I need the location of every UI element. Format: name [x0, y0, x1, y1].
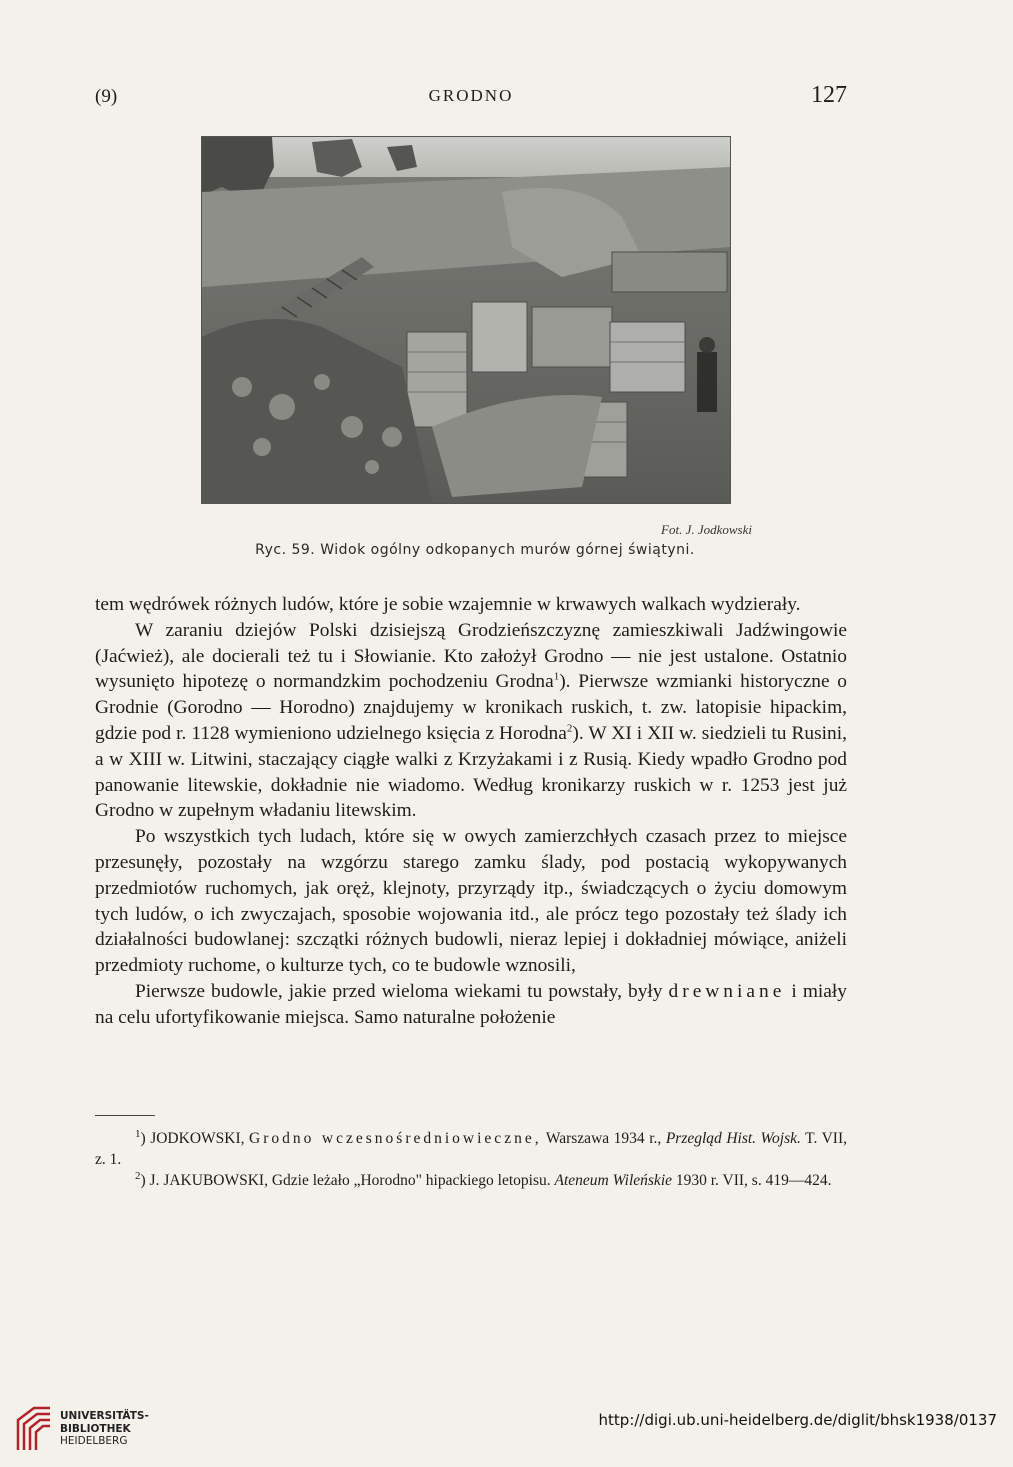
paragraph-history — [95, 618, 847, 824]
footnote-ref-2[interactable]: 2 — [566, 722, 573, 735]
library-name-line: BIBLIOTHEK — [60, 1422, 131, 1435]
footnote-author: J. JAKUBOWSKI, — [149, 1172, 268, 1189]
section-number: (9) — [95, 86, 118, 107]
source-url-link[interactable]: http://digi.ub.uni-heidelberg.de/diglit/bhsk1938/0137 — [598, 1411, 997, 1429]
body-text — [95, 592, 847, 1031]
figure-caption: Ryc. 59. Widok ogólny odkopanych murów górnej świątyni. — [255, 542, 695, 558]
paragraph-text: ). W XI i XII w. siedzieli tu Rusini, a w XIII w. Litwini, staczający ciągłe walki z Krzyżakami i z Rusią. Kiedy wpadło Grodno pod panowanie litewskie, dokładnie nie wiadomo. Według kronikarzy ruskich w r. 1253 jest już Grodno w zupełnym władaniu litewskim. — [95, 722, 847, 822]
paragraph-traces: Po wszystkich tych ludach, które się w owych zamierzchłych czasach przez to miejsce przesunęły, pozostały na wzgórzu starego zamku ślady, pod postacią wykopywanych przedmiotów ruchomych, jak oręż, klejnoty, przyrządy itp., świadczących o życiu domowym tych ludów, o ich zwyczajach, sposobie wojowania itd., ale prócz tego pozostały też ślady ich działalności budowlanej: szczątki różnych budowli, nieraz lepiej i dokładniej mówiące, aniżeli przedmioty ruchome, o kulturze tych, co te budowle wznosili, — [95, 826, 847, 977]
footnotes — [95, 1128, 847, 1191]
paragraph-text: i miały na celu ufortyfikowanie miejsca. Samo naturalne położenie — [95, 980, 847, 1028]
library-name-line: HEIDELBERG — [60, 1435, 128, 1447]
running-head — [95, 82, 847, 112]
paragraph-text: W zaraniu dziejów Polski dzisiejszą Grodzieńszczyznę zamieszkiwali Jadźwingowie (Jaćwież), ale docierali też tu i Słowianie. Kto założył Grodno — nie jest ustalone. Ostatnio wysunięto hipotezę o normandzkim pochodzeniu Grodna — [95, 619, 847, 693]
running-title: GRODNO — [428, 86, 514, 105]
footnote-marker: 1 — [135, 1127, 141, 1140]
library-name — [60, 1410, 149, 1448]
photo-credit: Fot. J. Jodkowski — [661, 522, 752, 537]
paragraph-buildings — [95, 979, 847, 1031]
footnote-text: 1930 r. VII, s. 419—424. — [675, 1172, 832, 1189]
footnote-marker: 2 — [135, 1169, 141, 1182]
paragraph-continued: tem wędrówek różnych ludów, które je sobie wzajemnie w krwawych walkach wydzierały. — [95, 594, 801, 615]
footnote-journal: Przegląd Hist. Wojsk. — [665, 1130, 801, 1147]
footnote-1: $^1$) JODKOWSKI, Grodno wczesnośredniowieczne, Warszawa 1934 r., Przegląd Hist. Wojsk. T. VII, z. 1. — [95, 1127, 848, 1168]
footnote-ref-1[interactable]: 1 — [553, 670, 560, 683]
footnote-text: T. VII, z. 1. — [95, 1130, 848, 1168]
footnote-text: Gdzie leżało „Horodno" hipackiego letopisu. — [271, 1172, 551, 1189]
footnote-divider — [95, 1115, 155, 1116]
footnote-text: Warszawa 1934 r., — [545, 1130, 662, 1147]
excavation-photograph — [201, 136, 731, 504]
paragraph-text: ). Pierwsze wzmianki historyczne o Grodnie (Gorodno — Horodno) znajdujemy w kronikach ruskich, t. zw. latopisie hipackim, gdzie pod r. 1128 wymieniono udzielnego księcia z Horodna — [95, 671, 847, 744]
library-name-line: UNIVERSITÄTS- — [60, 1410, 149, 1422]
page-number: 127 — [811, 82, 847, 108]
footnote-author: JODKOWSKI, — [150, 1130, 245, 1147]
library-logo[interactable] — [8, 1402, 228, 1460]
footnote-2: $^2$) J. JAKUBOWSKI, Gdzie leżało „Horodno" hipackiego letopisu. Ateneum Wileńskie 1930 r. VII, s. 419—424. — [135, 1169, 832, 1189]
footnote-title: Grodno wczesnośredniowieczne, — [249, 1130, 542, 1147]
photograph-illustration — [202, 137, 730, 503]
footnote-journal: Ateneum Wileńskie — [554, 1172, 672, 1189]
emphasized-word: drewniane — [668, 980, 786, 1002]
library-emblem-icon — [12, 1404, 54, 1454]
paragraph-text: Pierwsze budowle, jakie przed wieloma wiekami tu powstały, były — [135, 980, 663, 1002]
